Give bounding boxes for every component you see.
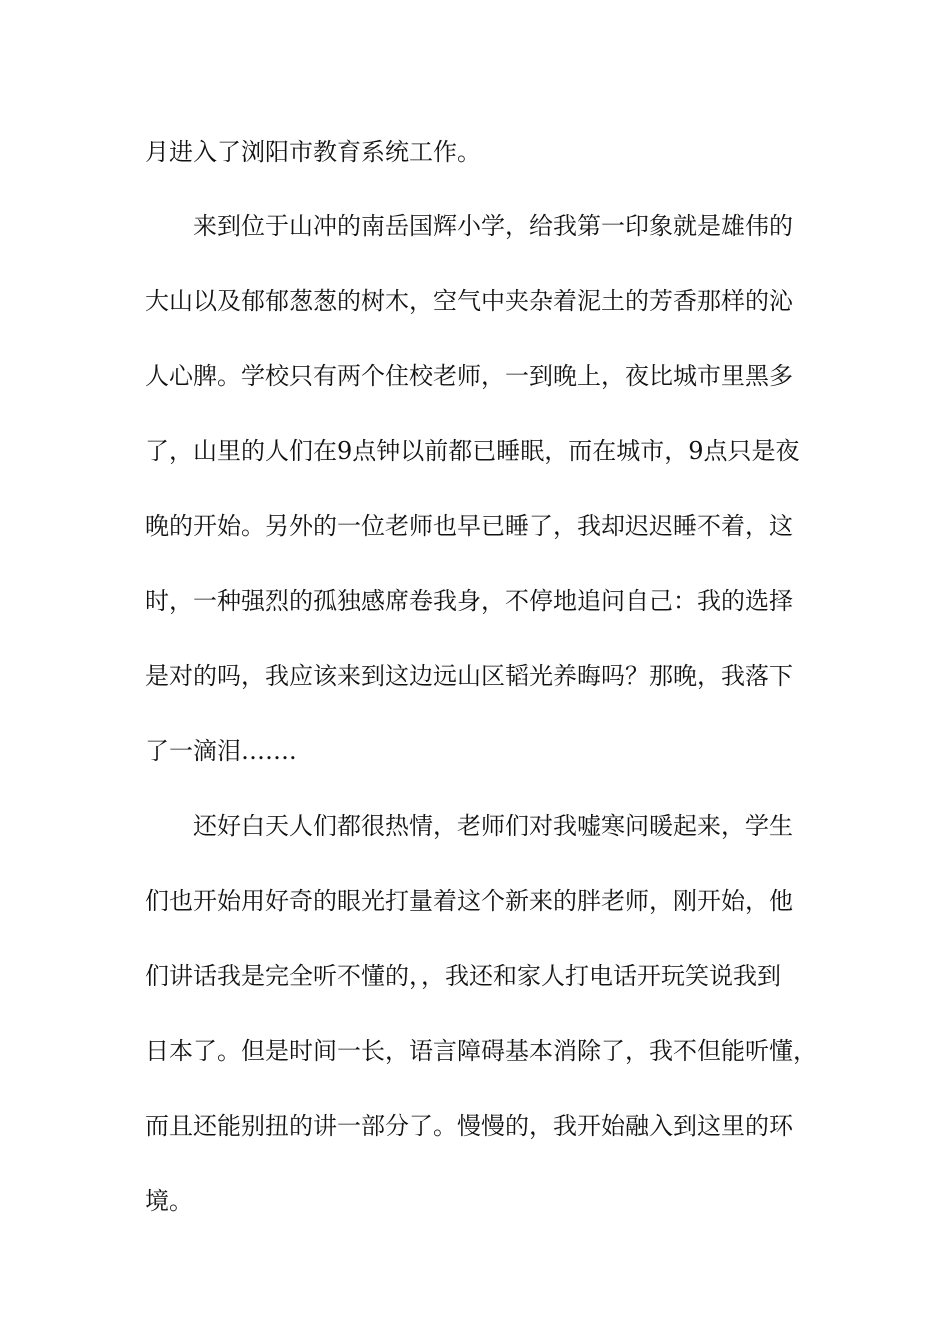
text-line: 了一滴泪……. (145, 737, 297, 765)
text-line: 了，山里的人们在9点钟以前都已睡眠，而在城市，9点只是夜 (145, 437, 800, 465)
text-line: 是对的吗，我应该来到这边远山区韬光养晦吗？那晚，我落下 (145, 662, 793, 690)
paragraph-start-line: 还好白天人们都很热情，老师们对我嘘寒问暖起来，学生 (193, 812, 793, 840)
text-line: 时，一种强烈的孤独感席卷我身，不停地追问自己：我的选择 (145, 587, 793, 615)
text-line: 月进入了浏阳市教育系统工作。 (145, 138, 481, 166)
paragraph-start-line: 来到位于山冲的南岳国辉小学，给我第一印象就是雄伟的 (193, 212, 793, 240)
text-line: 人心脾。学校只有两个住校老师，一到晚上，夜比城市里黑多 (145, 362, 793, 390)
text-line: 们讲话我是完全听不懂的，，我还和家人打电话开玩笑说我到 (145, 962, 781, 990)
text-line: 大山以及郁郁葱葱的树木，空气中夹杂着泥土的芳香那样的沁 (145, 287, 793, 315)
text-line: 而且还能别扭的讲一部分了。慢慢的，我开始融入到这里的环 (145, 1112, 793, 1140)
text-line: 晚的开始。另外的一位老师也早已睡了，我却迟迟睡不着，这 (145, 512, 793, 540)
text-line: 日本了。但是时间一长，语言障碍基本消除了，我不但能听懂， (145, 1037, 817, 1065)
text-line: 境。 (145, 1187, 193, 1215)
text-line: 们也开始用好奇的眼光打量着这个新来的胖老师，刚开始，他 (145, 887, 793, 915)
